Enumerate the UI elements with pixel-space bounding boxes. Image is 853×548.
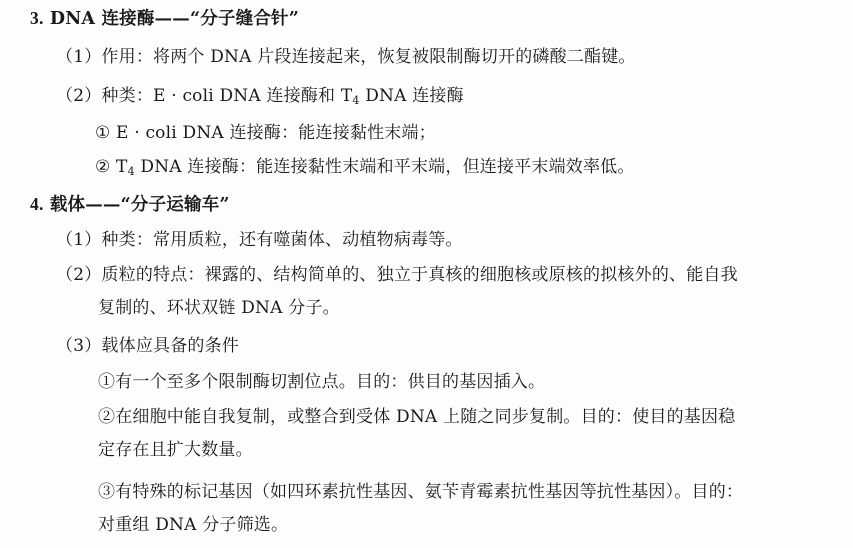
section-4-number: 4. xyxy=(30,194,44,214)
condition-2 xyxy=(98,405,735,429)
item-text-cont: 复制的、环状双链 DNA 分子。 xyxy=(98,298,340,318)
item-text-post: DNA 连接酶 xyxy=(359,86,464,106)
subitem-text: ① E · coli DNA 连接酶：能连接黏性末端； xyxy=(95,123,436,143)
subitem-text-post: DNA 连接酶：能连接黏性末端和平末端，但连接平末端效率低。 xyxy=(134,157,635,177)
condition-text: ③有特殊的标记基因（如四环素抗性基因、氨苄青霉素抗性基因等抗性基因）。目的： xyxy=(98,482,744,502)
condition-2-continued xyxy=(98,438,253,462)
subscript: 4 xyxy=(127,165,135,178)
condition-3-continued xyxy=(98,513,288,537)
condition-text-cont: 定存在且扩大数量。 xyxy=(98,440,253,460)
item-label: （1） xyxy=(56,47,102,67)
section-3-subitem-2 xyxy=(95,155,635,179)
item-text: 载体应具备的条件 xyxy=(101,336,240,356)
condition-1 xyxy=(98,370,545,394)
section-4-item-2 xyxy=(56,263,738,287)
item-text: 作用：将两个 DNA 片段连接起来，恢复被限制酶切开的磷酸二酯键。 xyxy=(101,47,636,67)
section-4-title: 载体——“分子运输车” xyxy=(49,195,230,215)
section-4-item-1 xyxy=(56,228,463,252)
section-3-heading xyxy=(30,6,299,31)
item-label: （2） xyxy=(56,86,102,106)
item-text: 种类：常用质粒，还有噬菌体、动植物病毒等。 xyxy=(101,230,463,250)
item-label: （2） xyxy=(56,265,102,285)
condition-text: ②在细胞中能自我复制，或整合到受体 DNA 上随之同步复制。目的：使目的基因稳 xyxy=(98,407,736,427)
section-3-title: DNA 连接酶——“分子缝合针” xyxy=(49,9,300,29)
section-3-number: 3. xyxy=(30,8,44,28)
condition-text: ①有一个至多个限制酶切割位点。目的：供目的基因插入。 xyxy=(98,372,546,392)
section-3-item-1 xyxy=(56,45,636,69)
section-4-item-2-continued xyxy=(98,296,340,320)
subitem-text: ② T xyxy=(95,157,128,177)
item-label: （1） xyxy=(56,230,102,250)
section-4-heading xyxy=(30,192,230,217)
condition-text-cont: 对重组 DNA 分子筛选。 xyxy=(98,515,289,535)
item-text: 质粒的特点：裸露的、结构简单的、独立于真核的细胞核或原核的拟核外的、能自我 xyxy=(101,265,738,285)
item-label: （3） xyxy=(56,336,102,356)
condition-3 xyxy=(98,480,743,504)
section-4-item-3 xyxy=(56,334,239,358)
section-3-item-2 xyxy=(56,84,464,108)
section-3-subitem-1 xyxy=(95,121,436,145)
item-text: 种类：E · coli DNA 连接酶和 T xyxy=(101,86,353,106)
subscript: 4 xyxy=(352,94,360,107)
